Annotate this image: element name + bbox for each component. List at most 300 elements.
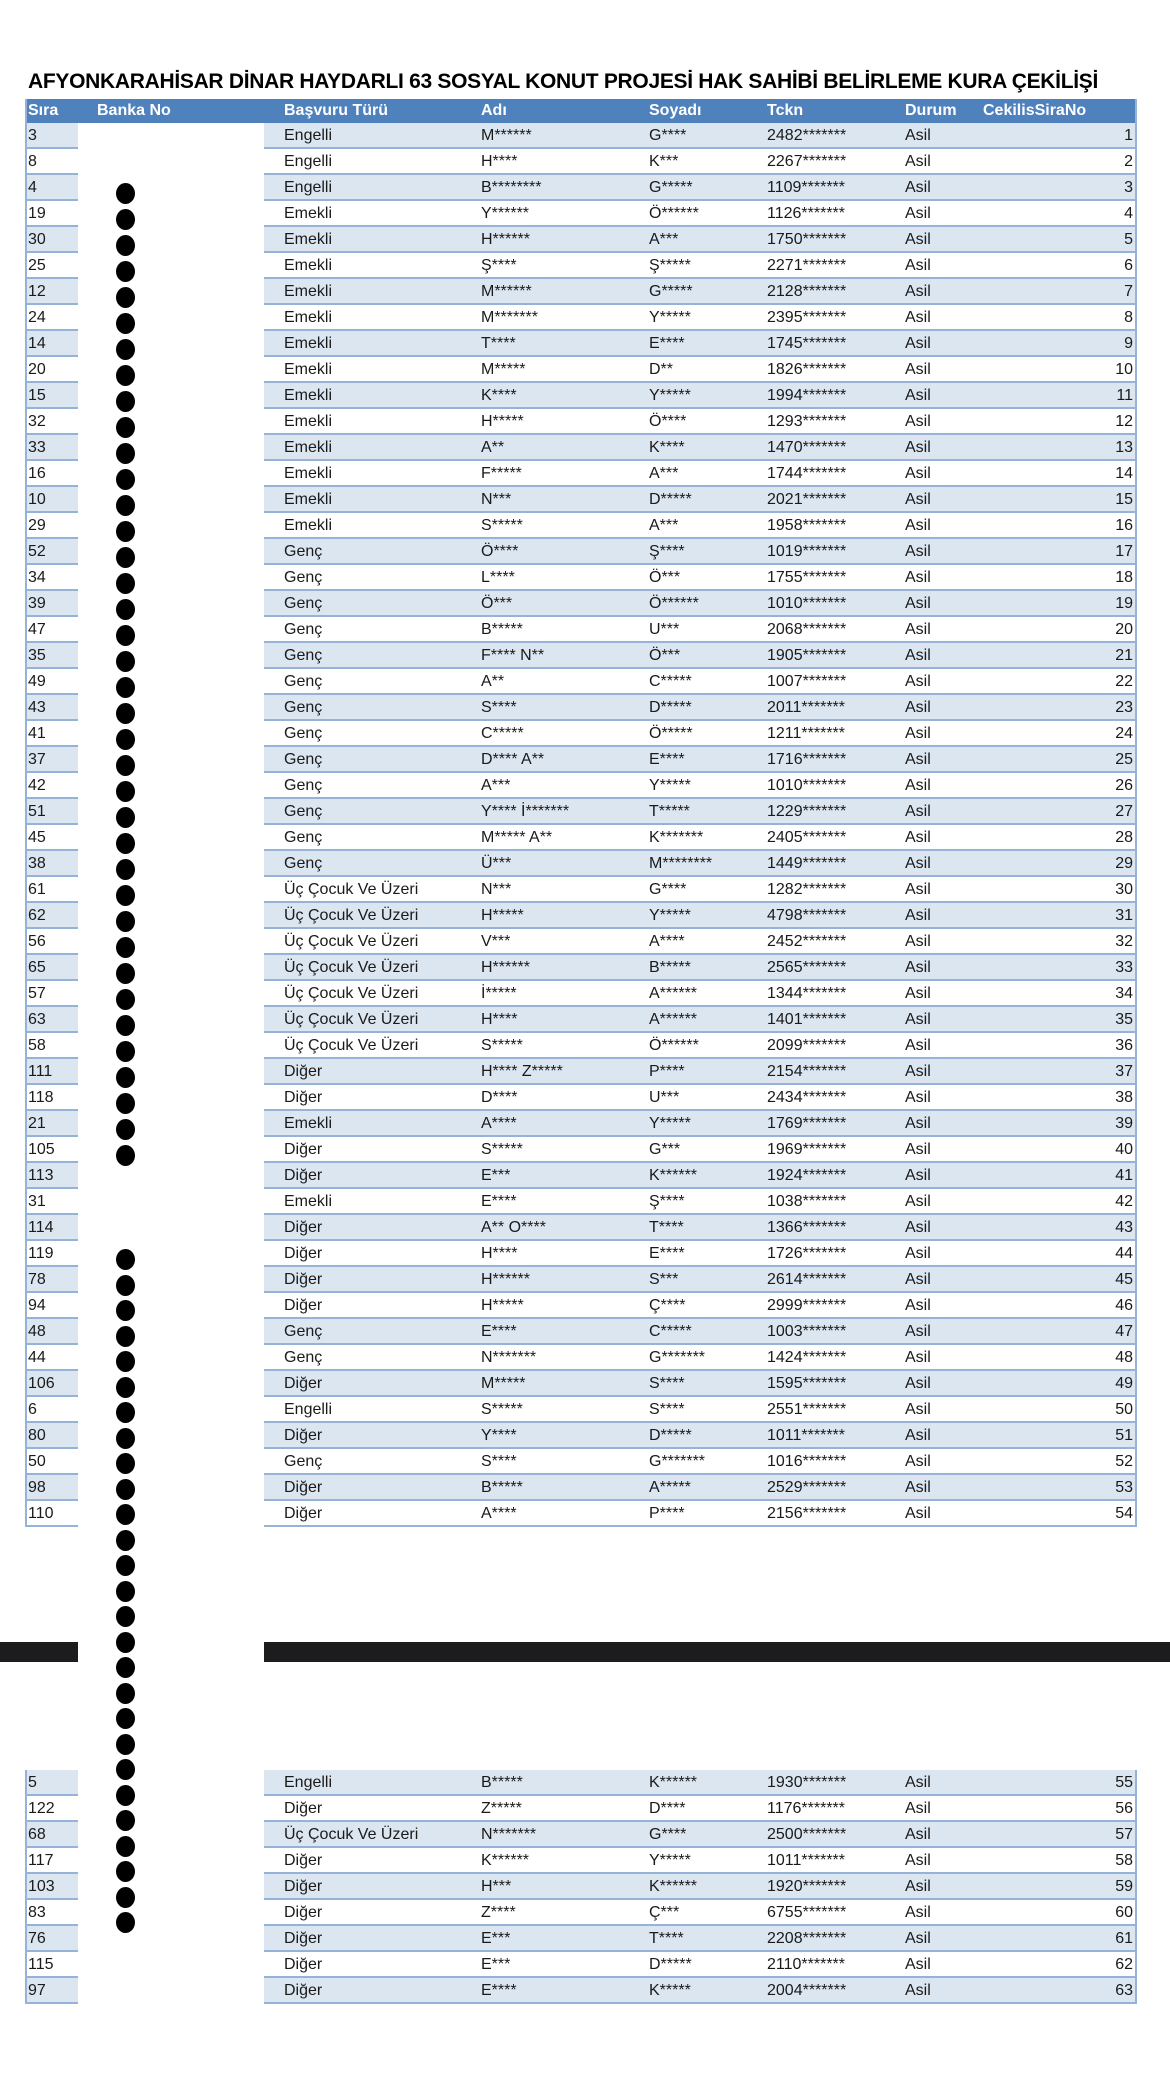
soyadi-cell: K****** <box>649 1167 698 1184</box>
redaction-dot <box>116 1453 135 1474</box>
tckn-cell: 1401******* <box>767 1011 847 1028</box>
cekilis-sira-no-cell: 18 <box>1115 569 1133 586</box>
tckn-cell: 2565******* <box>767 959 847 976</box>
durum-cell: Asil <box>905 1930 931 1947</box>
sira-cell: 114 <box>28 1219 54 1236</box>
soyadi-cell: B***** <box>649 959 691 976</box>
cekilis-sira-no-cell: 21 <box>1115 647 1133 664</box>
durum-cell: Asil <box>905 1774 931 1791</box>
basvuru-turu-cell: Üç Çocuk Ve Üzeri <box>284 907 419 924</box>
basvuru-turu-cell: Genç <box>284 777 323 794</box>
durum-cell: Asil <box>905 361 931 378</box>
soyadi-cell: A*** <box>649 465 679 482</box>
tckn-cell: 2452******* <box>767 933 847 950</box>
cekilis-sira-no-cell: 20 <box>1115 621 1133 638</box>
redaction-dot <box>116 1093 135 1114</box>
durum-cell: Asil <box>905 1063 931 1080</box>
redaction-dot <box>116 547 135 568</box>
redaction-dot <box>116 1067 135 1088</box>
durum-cell: Asil <box>905 569 931 586</box>
redaction-dot <box>116 625 135 646</box>
sira-cell: 24 <box>28 309 46 326</box>
adi-cell: A**** <box>481 1115 517 1132</box>
redaction-dot <box>116 287 135 308</box>
soyadi-cell: D***** <box>649 699 692 716</box>
durum-cell: Asil <box>905 881 931 898</box>
tckn-cell: 2434******* <box>767 1089 847 1106</box>
tckn-cell: 2011******* <box>767 699 845 716</box>
adi-cell: F**** N** <box>481 647 545 664</box>
durum-cell: Asil <box>905 933 931 950</box>
cekilis-sira-no-cell: 43 <box>1115 1219 1133 1236</box>
tckn-cell: 4798******* <box>767 907 847 924</box>
durum-cell: Asil <box>905 1271 931 1288</box>
adi-cell: H****** <box>481 1271 530 1288</box>
tckn-cell: 1470******* <box>767 439 847 456</box>
sira-cell: 5 <box>28 1774 37 1791</box>
cekilis-sira-no-cell: 34 <box>1115 985 1133 1002</box>
redaction-dot <box>116 1912 135 1933</box>
sira-cell: 16 <box>28 465 46 482</box>
tckn-cell: 2004******* <box>767 1982 847 1999</box>
basvuru-turu-cell: Diğer <box>284 1297 323 1314</box>
basvuru-turu-cell: Genç <box>284 1323 323 1340</box>
cekilis-sira-no-cell: 6 <box>1124 257 1133 274</box>
durum-cell: Asil <box>905 1427 931 1444</box>
sira-cell: 43 <box>28 699 46 716</box>
sira-cell: 61 <box>28 881 46 898</box>
soyadi-cell: A***** <box>649 1479 691 1496</box>
soyadi-cell: Ç*** <box>649 1904 680 1921</box>
durum-cell: Asil <box>905 1479 931 1496</box>
cekilis-sira-no-cell: 26 <box>1115 777 1133 794</box>
column-header-durum: Durum <box>905 102 957 119</box>
soyadi-cell: S*** <box>649 1271 679 1288</box>
adi-cell: B******** <box>481 179 542 196</box>
adi-cell: Ü*** <box>481 855 512 872</box>
redaction-dot <box>116 911 135 932</box>
tckn-cell: 1755******* <box>767 569 847 586</box>
sira-cell: 44 <box>28 1349 46 1366</box>
durum-cell: Asil <box>905 179 931 196</box>
redaction-dot <box>116 1836 135 1857</box>
basvuru-turu-cell: Diğer <box>284 1427 323 1444</box>
cekilis-sira-no-cell: 50 <box>1115 1401 1133 1418</box>
cekilis-sira-no-cell: 17 <box>1115 543 1133 560</box>
adi-cell: L**** <box>481 569 515 586</box>
durum-cell: Asil <box>905 1349 931 1366</box>
soyadi-cell: U*** <box>649 1089 680 1106</box>
soyadi-cell: T***** <box>649 803 690 820</box>
soyadi-cell: Y***** <box>649 1115 691 1132</box>
column-header-adi: Adı <box>481 102 507 119</box>
durum-cell: Asil <box>905 1505 931 1522</box>
tckn-cell: 1019******* <box>767 543 847 560</box>
redaction-dot <box>116 1581 135 1602</box>
tckn-cell: 1769******* <box>767 1115 847 1132</box>
basvuru-turu-cell: Engelli <box>284 153 333 170</box>
redaction-dot <box>116 209 135 230</box>
redaction-dot <box>116 1861 135 1882</box>
soyadi-cell: K****** <box>649 1774 698 1791</box>
redaction-dot <box>116 677 135 698</box>
cekilis-sira-no-cell: 16 <box>1115 517 1133 534</box>
adi-cell: B***** <box>481 1774 523 1791</box>
page-break-bar-right <box>264 1642 1170 1662</box>
redaction-dot <box>116 391 135 412</box>
soyadi-cell: G***** <box>649 283 693 300</box>
sira-cell: 111 <box>28 1063 53 1080</box>
redaction-dot <box>116 365 135 386</box>
cekilis-sira-no-cell: 24 <box>1115 725 1133 742</box>
tckn-cell: 1016******* <box>767 1453 847 1470</box>
durum-cell: Asil <box>905 413 931 430</box>
sira-cell: 51 <box>28 803 46 820</box>
cekilis-sira-no-cell: 46 <box>1115 1297 1133 1314</box>
tckn-cell: 1126******* <box>767 205 845 222</box>
cekilis-sira-no-cell: 61 <box>1115 1930 1133 1947</box>
sira-cell: 38 <box>28 855 46 872</box>
redaction-dot <box>116 183 135 204</box>
durum-cell: Asil <box>905 309 931 326</box>
soyadi-cell: S**** <box>649 1401 685 1418</box>
redaction-dot <box>116 1759 135 1780</box>
adi-cell: A** <box>481 673 505 690</box>
cekilis-sira-no-cell: 55 <box>1115 1774 1133 1791</box>
soyadi-cell: K***** <box>649 1982 691 1999</box>
durum-cell: Asil <box>905 647 931 664</box>
redaction-dot <box>116 807 135 828</box>
tckn-cell: 1750******* <box>767 231 847 248</box>
durum-cell: Asil <box>905 1800 931 1817</box>
tckn-cell: 6755******* <box>767 1904 847 1921</box>
cekilis-sira-no-cell: 2 <box>1124 153 1133 170</box>
cekilis-sira-no-cell: 47 <box>1115 1323 1133 1340</box>
sira-cell: 3 <box>28 127 37 144</box>
adi-cell: S***** <box>481 1141 523 1158</box>
durum-cell: Asil <box>905 283 931 300</box>
basvuru-turu-cell: Diğer <box>284 1089 323 1106</box>
basvuru-turu-cell: Genç <box>284 1453 323 1470</box>
soyadi-cell: G**** <box>649 1826 687 1843</box>
adi-cell: M***** A** <box>481 829 553 846</box>
adi-cell: M***** <box>481 361 526 378</box>
basvuru-turu-cell: Diğer <box>284 1505 323 1522</box>
adi-cell: H****** <box>481 231 530 248</box>
tckn-cell: 1366******* <box>767 1219 847 1236</box>
cekilis-sira-no-cell: 3 <box>1124 179 1133 196</box>
cekilis-sira-no-cell: 25 <box>1115 751 1133 768</box>
soyadi-cell: D***** <box>649 1956 692 1973</box>
adi-cell: N*** <box>481 491 512 508</box>
redaction-dot <box>116 1428 135 1449</box>
durum-cell: Asil <box>905 959 931 976</box>
basvuru-turu-cell: Engelli <box>284 127 333 144</box>
tckn-cell: 1007******* <box>767 673 847 690</box>
sira-cell: 98 <box>28 1479 46 1496</box>
tckn-cell: 1745******* <box>767 335 847 352</box>
adi-cell: C***** <box>481 725 524 742</box>
durum-cell: Asil <box>905 1089 931 1106</box>
sira-cell: 110 <box>28 1505 54 1522</box>
adi-cell: E**** <box>481 1323 517 1340</box>
tckn-cell: 2500******* <box>767 1826 847 1843</box>
soyadi-cell: Ö****** <box>649 1037 699 1054</box>
redaction-dot <box>116 417 135 438</box>
tckn-cell: 2529******* <box>767 1479 847 1496</box>
cekilis-sira-no-cell: 7 <box>1124 283 1133 300</box>
sira-cell: 6 <box>28 1401 37 1418</box>
adi-cell: H*** <box>481 1878 512 1895</box>
tckn-cell: 1003******* <box>767 1323 847 1340</box>
tckn-cell: 1449******* <box>767 855 847 872</box>
adi-cell: E**** <box>481 1982 517 1999</box>
basvuru-turu-cell: Diğer <box>284 1271 323 1288</box>
redaction-dot <box>116 1606 135 1627</box>
cekilis-sira-no-cell: 38 <box>1115 1089 1133 1106</box>
adi-cell: E*** <box>481 1956 511 1973</box>
redaction-dot <box>116 1479 135 1500</box>
tckn-cell: 2482******* <box>767 127 847 144</box>
adi-cell: K****** <box>481 1852 530 1869</box>
soyadi-cell: Y***** <box>649 907 691 924</box>
adi-cell: D**** A** <box>481 751 545 768</box>
soyadi-cell: Ö****** <box>649 595 699 612</box>
tckn-cell: 1716******* <box>767 751 847 768</box>
tckn-cell: 2208******* <box>767 1930 847 1947</box>
sira-cell: 105 <box>28 1141 55 1158</box>
adi-cell: H***** <box>481 907 524 924</box>
soyadi-cell: A**** <box>649 933 685 950</box>
tckn-cell: 1424******* <box>767 1349 847 1366</box>
cekilis-sira-no-cell: 36 <box>1115 1037 1133 1054</box>
column-header-tckn: Tckn <box>767 102 804 119</box>
basvuru-turu-cell: Genç <box>284 699 323 716</box>
soyadi-cell: Ş***** <box>649 257 691 274</box>
basvuru-turu-cell: Diğer <box>284 1245 323 1262</box>
tckn-cell: 1011******* <box>767 1852 845 1869</box>
durum-cell: Asil <box>905 751 931 768</box>
durum-cell: Asil <box>905 1956 931 1973</box>
adi-cell: A** O**** <box>481 1219 546 1236</box>
adi-cell: H**** Z***** <box>481 1063 563 1080</box>
sira-cell: 97 <box>28 1982 46 1999</box>
soyadi-cell: T**** <box>649 1930 684 1947</box>
soyadi-cell: Ş**** <box>649 543 685 560</box>
soyadi-cell: P**** <box>649 1063 685 1080</box>
page-break-bar-left <box>0 1642 78 1662</box>
adi-cell: S***** <box>481 517 523 534</box>
sira-cell: 20 <box>28 361 46 378</box>
adi-cell: H****** <box>481 959 530 976</box>
basvuru-turu-cell: Emekli <box>284 1193 333 1210</box>
cekilis-sira-no-cell: 14 <box>1115 465 1133 482</box>
adi-cell: H**** <box>481 153 518 170</box>
redaction-dot <box>116 1377 135 1398</box>
durum-cell: Asil <box>905 1453 931 1470</box>
column-header-cekilis-sira-no: CekilisSiraNo <box>983 102 1087 119</box>
adi-cell: M****** <box>481 127 532 144</box>
soyadi-cell: D***** <box>649 491 692 508</box>
durum-cell: Asil <box>905 1219 931 1236</box>
redaction-dot <box>116 703 135 724</box>
cekilis-sira-no-cell: 35 <box>1115 1011 1133 1028</box>
sira-cell: 113 <box>28 1167 54 1184</box>
durum-cell: Asil <box>905 335 931 352</box>
cekilis-sira-no-cell: 49 <box>1115 1375 1133 1392</box>
soyadi-cell: C***** <box>649 673 692 690</box>
redaction-dot <box>116 469 135 490</box>
redaction-dot <box>116 1530 135 1551</box>
redaction-dot <box>116 729 135 750</box>
basvuru-turu-cell: Engelli <box>284 179 333 196</box>
column-header-banka-no: Banka No <box>97 102 171 119</box>
redaction-dot <box>116 443 135 464</box>
basvuru-turu-cell: Emekli <box>284 309 333 326</box>
durum-cell: Asil <box>905 621 931 638</box>
soyadi-cell: Y***** <box>649 309 691 326</box>
soyadi-cell: Y***** <box>649 777 691 794</box>
soyadi-cell: G***** <box>649 179 693 196</box>
sira-cell: 4 <box>28 179 37 196</box>
durum-cell: Asil <box>905 465 931 482</box>
adi-cell: D**** <box>481 1089 518 1106</box>
sira-cell: 118 <box>28 1089 54 1106</box>
sira-cell: 10 <box>28 491 46 508</box>
redaction-dot <box>116 1119 135 1140</box>
adi-cell: A**** <box>481 1505 517 1522</box>
cekilis-sira-no-cell: 30 <box>1115 881 1133 898</box>
adi-cell: S***** <box>481 1401 523 1418</box>
redaction-dot <box>116 235 135 256</box>
soyadi-cell: Ö****** <box>649 205 699 222</box>
adi-cell: A*** <box>481 777 511 794</box>
soyadi-cell: A****** <box>649 1011 698 1028</box>
redaction-dot <box>116 1041 135 1062</box>
redaction-dot <box>116 1249 135 1270</box>
adi-cell: Z***** <box>481 1800 522 1817</box>
redaction-dot <box>116 1402 135 1423</box>
tckn-cell: 2551******* <box>767 1401 847 1418</box>
tckn-cell: 1744******* <box>767 465 847 482</box>
cekilis-sira-no-cell: 51 <box>1115 1427 1133 1444</box>
durum-cell: Asil <box>905 257 931 274</box>
column-header-sira: Sıra <box>28 102 59 119</box>
basvuru-turu-cell: Üç Çocuk Ve Üzeri <box>284 881 419 898</box>
sira-cell: 68 <box>28 1826 46 1843</box>
tckn-cell: 1826******* <box>767 361 847 378</box>
basvuru-turu-cell: Emekli <box>284 1115 333 1132</box>
tckn-cell: 2099******* <box>767 1037 847 1054</box>
column-header-basvuru-turu: Başvuru Türü <box>284 102 389 119</box>
tckn-cell: 1293******* <box>767 413 847 430</box>
tckn-cell: 2614******* <box>767 1271 847 1288</box>
redaction-dot <box>116 989 135 1010</box>
basvuru-turu-cell: Genç <box>284 673 323 690</box>
sira-cell: 33 <box>28 439 46 456</box>
durum-cell: Asil <box>905 855 931 872</box>
basvuru-turu-cell: Genç <box>284 751 323 768</box>
cekilis-sira-no-cell: 56 <box>1115 1800 1133 1817</box>
adi-cell: Ş**** <box>481 257 517 274</box>
sira-cell: 21 <box>28 1115 46 1132</box>
soyadi-cell: A*** <box>649 231 679 248</box>
redaction-dot <box>116 1708 135 1729</box>
adi-cell: N******* <box>481 1349 537 1366</box>
adi-cell: T**** <box>481 335 516 352</box>
durum-cell: Asil <box>905 1141 931 1158</box>
redaction-dot <box>116 599 135 620</box>
soyadi-cell: Ö***** <box>649 725 693 742</box>
sira-cell: 78 <box>28 1271 46 1288</box>
basvuru-turu-cell: Diğer <box>284 1904 323 1921</box>
basvuru-turu-cell: Genç <box>284 725 323 742</box>
basvuru-turu-cell: Emekli <box>284 257 333 274</box>
cekilis-sira-no-cell: 42 <box>1115 1193 1133 1210</box>
sira-cell: 37 <box>28 751 46 768</box>
basvuru-turu-cell: Genç <box>284 1349 323 1366</box>
basvuru-turu-cell: Genç <box>284 569 323 586</box>
redaction-dot <box>116 1785 135 1806</box>
basvuru-turu-cell: Diğer <box>284 1956 323 1973</box>
tckn-cell: 1038******* <box>767 1193 847 1210</box>
cekilis-sira-no-cell: 63 <box>1115 1982 1133 1999</box>
soyadi-cell: G*** <box>649 1141 681 1158</box>
cekilis-sira-no-cell: 59 <box>1115 1878 1133 1895</box>
cekilis-sira-no-cell: 5 <box>1124 231 1133 248</box>
redaction-dot <box>116 1887 135 1908</box>
redaction-dot <box>116 1810 135 1831</box>
durum-cell: Asil <box>905 1037 931 1054</box>
redaction-dot <box>116 313 135 334</box>
durum-cell: Asil <box>905 127 931 144</box>
durum-cell: Asil <box>905 205 931 222</box>
cekilis-sira-no-cell: 58 <box>1115 1852 1133 1869</box>
durum-cell: Asil <box>905 439 931 456</box>
basvuru-turu-cell: Diğer <box>284 1375 323 1392</box>
sira-cell: 42 <box>28 777 46 794</box>
tckn-cell: 1010******* <box>767 595 847 612</box>
cekilis-sira-no-cell: 22 <box>1115 673 1133 690</box>
redaction-dot <box>116 1657 135 1678</box>
tckn-cell: 2999******* <box>767 1297 847 1314</box>
basvuru-turu-cell: Emekli <box>284 283 333 300</box>
tckn-cell: 1282******* <box>767 881 847 898</box>
basvuru-turu-cell: Emekli <box>284 387 333 404</box>
soyadi-cell: P**** <box>649 1505 685 1522</box>
soyadi-cell: D** <box>649 361 674 378</box>
basvuru-turu-cell: Üç Çocuk Ve Üzeri <box>284 933 419 950</box>
durum-cell: Asil <box>905 699 931 716</box>
durum-cell: Asil <box>905 491 931 508</box>
tckn-cell: 2021******* <box>767 491 847 508</box>
tckn-cell: 1211******* <box>767 725 845 742</box>
cekilis-sira-no-cell: 60 <box>1115 1904 1133 1921</box>
adi-cell: Z**** <box>481 1904 516 1921</box>
basvuru-turu-cell: Genç <box>284 829 323 846</box>
durum-cell: Asil <box>905 517 931 534</box>
soyadi-cell: T**** <box>649 1219 684 1236</box>
cekilis-sira-no-cell: 19 <box>1115 595 1133 612</box>
sira-cell: 39 <box>28 595 46 612</box>
basvuru-turu-cell: Genç <box>284 855 323 872</box>
page-title: AFYONKARAHİSAR DİNAR HAYDARLI 63 SOSYAL KONUT PROJESİ HAK SAHİBİ BELİRLEME KURA ÇEKİLİŞİ <box>28 70 1098 93</box>
redaction-dot <box>116 339 135 360</box>
tckn-cell: 1109******* <box>767 179 845 196</box>
redaction-dot <box>116 495 135 516</box>
tckn-cell: 1595******* <box>767 1375 847 1392</box>
adi-cell: F***** <box>481 465 522 482</box>
